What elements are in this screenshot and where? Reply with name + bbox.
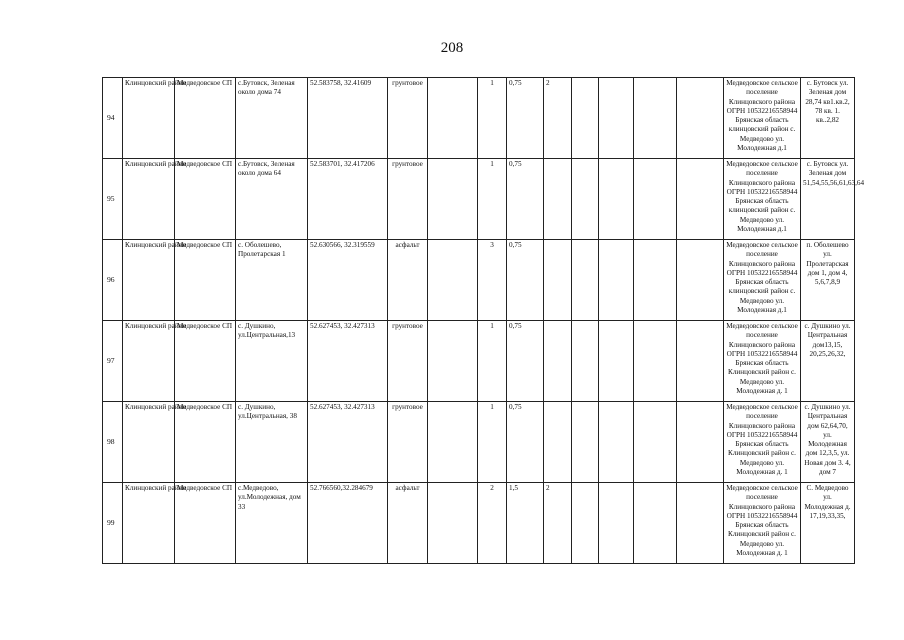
- row-number: 98: [107, 437, 115, 447]
- container-count-cell: 1: [490, 79, 494, 87]
- container-count-cell: 3: [490, 241, 494, 249]
- settlement-cell: Медведовское СП: [177, 241, 233, 249]
- volume-cell: 0,75: [509, 79, 522, 87]
- district-cell: Клинцовский район: [125, 322, 187, 330]
- district-cell: Клинцовский район: [125, 484, 187, 492]
- row-number: 94: [107, 113, 115, 123]
- address-cell: с.Бутовск, Зеленая около дома 64: [238, 160, 295, 178]
- address-cell: с. Душкино, ул.Центральная, 38: [238, 403, 297, 421]
- owner-cell: Медведовское сельское поселение Клинцовского района ОГРН 10532216558944 Брянская область Клинцовский район с. Медведово ул. Молодежная д. 1: [726, 322, 798, 396]
- served-addresses-cell: с. Душкино ул. Центральная дом 62,64,70, ул. Молодежная дом 12,3,5, ул. Новая дом 3. 4, дом 7: [804, 403, 851, 477]
- volume-cell: 0,75: [509, 160, 522, 168]
- volume-cell: 0,75: [509, 241, 522, 249]
- registry-table: [102, 77, 865, 564]
- row-number: 95: [107, 194, 115, 204]
- row-number: 99: [107, 518, 115, 528]
- table-row: [103, 159, 855, 240]
- container-count-cell: 1: [490, 322, 494, 330]
- settlement-cell: Медведовское СП: [177, 484, 233, 492]
- coordinates-cell: 52.583758, 32.41609: [310, 79, 372, 87]
- served-addresses-cell: п. Оболешево ул. Пролетарская дом 1, дом 4, 5,6,7,8,9: [806, 241, 849, 287]
- settlement-cell: Медведовское СП: [177, 403, 233, 411]
- container-count-cell: 2: [490, 484, 494, 492]
- settlement-cell: Медведовское СП: [177, 160, 233, 168]
- row-number: 97: [107, 356, 115, 366]
- served-addresses-cell: с. Бутовск ул. Зеленая дом 51,54,55,56,61,63,64: [803, 160, 865, 187]
- surface-cell: асфальт: [395, 484, 420, 492]
- count-cell: 2: [546, 484, 550, 492]
- table-row: [103, 483, 855, 564]
- page-number: 208: [440, 40, 464, 56]
- volume-cell: 0,75: [509, 322, 522, 330]
- container-count-cell: 1: [490, 403, 494, 411]
- count-cell: 2: [546, 79, 550, 87]
- address-cell: с.Медведово, ул.Молодежная, дом 33: [238, 484, 301, 511]
- coordinates-cell: 52.630566, 32.319559: [310, 241, 375, 249]
- table-row: [103, 240, 855, 321]
- surface-cell: грунтовое: [392, 403, 423, 411]
- owner-cell: Медведовское сельское поселение Клинцовского района ОГРН 10532216558944 Брянская область клинцовский район с. Медведово ул. Молодежная д.1: [726, 160, 798, 234]
- address-cell: с. Оболешево, Пролетарская 1: [238, 241, 286, 259]
- owner-cell: Медведовское сельское поселение Клинцовского района ОГРН 10532216558944 Брянская область Клинцовский район с. Медведово ул. Молодежная д. 1: [726, 403, 798, 477]
- address-cell: с. Душкино, ул.Центральная,13: [238, 322, 296, 340]
- table-row: [103, 321, 855, 402]
- coordinates-cell: 52.627453, 32.427313: [310, 403, 375, 411]
- surface-cell: грунтовое: [392, 160, 423, 168]
- owner-cell: Медведовское сельское поселение Клинцовского района ОГРН 1053221655894​4 Брянская область клинцовский район с. Медведово ул. Молодежная д.1: [726, 79, 798, 153]
- owner-cell: Медведовское сельское поселение Клинцовского района ОГРН 10532216558944 Брянская область Клинцовский район с. Медведово ул. Молодежная д. 1: [726, 484, 798, 558]
- settlement-cell: Медведовское СП: [177, 79, 233, 87]
- coordinates-cell: 52.583701, 32.417206: [310, 160, 375, 168]
- district-cell: Клинцовский район: [125, 160, 187, 168]
- surface-cell: асфальт: [395, 241, 420, 249]
- table-row: [103, 78, 855, 159]
- container-count-cell: 1: [490, 160, 494, 168]
- district-cell: Клинцовский район: [125, 79, 187, 87]
- served-addresses-cell: С. Медведово ул. Молодежная д. 17,19,33,35,: [804, 484, 851, 520]
- served-addresses-cell: с. Бутовск ул. Зеленая дом 28,74 кв1.кв.2, 78 кв. 1. кв..2,82: [805, 79, 850, 125]
- table-row: [103, 402, 855, 483]
- district-cell: Клинцовский район: [125, 241, 187, 249]
- coordinates-cell: 52.627453, 32.427313: [310, 322, 375, 330]
- address-cell: с.Бутовск, Зеленая около дома 74: [238, 79, 295, 97]
- surface-cell: грунтовое: [392, 322, 423, 330]
- served-addresses-cell: с. Душкино ул. Центральная дом13,15, 20,25,26,32,: [804, 322, 851, 358]
- row-number: 96: [107, 275, 115, 285]
- coordinates-cell: 52.766560,32.284679: [310, 484, 373, 492]
- owner-cell: Медведовское сельское поселение Клинцовского района ОГРН 10532216558944 Брянская область клинцовский район с. Медведово ул. Молодежная д.1: [726, 241, 798, 315]
- volume-cell: 1,5: [509, 484, 518, 492]
- volume-cell: 0,75: [509, 403, 522, 411]
- settlement-cell: Медведовское СП: [177, 322, 233, 330]
- surface-cell: грунтовое: [392, 79, 423, 87]
- district-cell: Клинцовский район: [125, 403, 187, 411]
